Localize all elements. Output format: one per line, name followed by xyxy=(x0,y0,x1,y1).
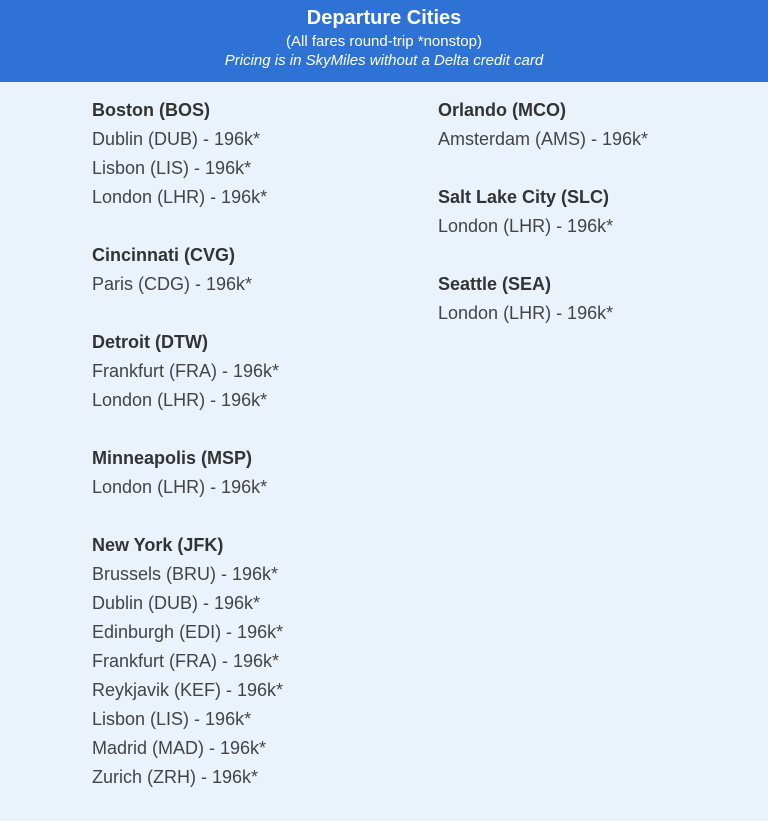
destination-item: London (LHR) - 196k* xyxy=(438,216,614,236)
destination-item: London (LHR) - 196k* xyxy=(92,390,268,410)
departure-group-seattle-sea xyxy=(438,270,758,328)
destination-item: Lisbon (LIS) - 196k* xyxy=(92,709,252,729)
destination-item: Dublin (DUB) - 196k* xyxy=(92,129,261,149)
destination-item: London (LHR) - 196k* xyxy=(438,303,614,323)
departure-city-heading: Boston (BOS) xyxy=(92,100,210,120)
departure-city-heading: New York (JFK) xyxy=(92,535,224,555)
destination-item: Paris (CDG) - 196k* xyxy=(92,274,253,294)
right-column xyxy=(438,96,758,357)
header-banner xyxy=(0,0,768,82)
destination-item: London (LHR) - 196k* xyxy=(92,477,268,497)
header-note: Pricing is in SkyMiles without a Delta credit card xyxy=(224,52,544,69)
departure-group-salt-lake-city-slc xyxy=(438,183,758,241)
departure-group-new-york-jfk xyxy=(92,531,412,792)
destination-item: Frankfurt (FRA) - 196k* xyxy=(92,651,280,671)
destination-item: Edinburgh (EDI) - 196k* xyxy=(92,622,284,642)
departure-city-heading: Salt Lake City (SLC) xyxy=(438,187,610,207)
destination-item: Amsterdam (AMS) - 196k* xyxy=(438,129,649,149)
destination-item: Madrid (MAD) - 196k* xyxy=(92,738,267,758)
destination-item: Brussels (BRU) - 196k* xyxy=(92,564,279,584)
destination-item: Reykjavik (KEF) - 196k* xyxy=(92,680,284,700)
left-column xyxy=(92,96,412,821)
destination-item: London (LHR) - 196k* xyxy=(92,187,268,207)
departure-group-minneapolis-msp xyxy=(92,444,412,502)
page-title: Departure Cities xyxy=(306,7,462,29)
departure-group-cincinnati-cvg xyxy=(92,241,412,299)
departure-city-heading: Seattle (SEA) xyxy=(438,274,552,294)
departure-group-boston-bos xyxy=(92,96,412,212)
destination-item: Zurich (ZRH) - 196k* xyxy=(92,767,259,787)
departure-city-heading: Orlando (MCO) xyxy=(438,100,566,120)
destination-item: Dublin (DUB) - 196k* xyxy=(92,593,261,613)
destination-item: Frankfurt (FRA) - 196k* xyxy=(92,361,280,381)
header-subtitle: (All fares round-trip *nonstop) xyxy=(286,33,482,50)
departure-city-heading: Cincinnati (CVG) xyxy=(92,245,235,265)
departure-city-heading: Minneapolis (MSP) xyxy=(92,448,253,468)
departure-group-orlando-mco xyxy=(438,96,758,154)
departure-group-detroit-dtw xyxy=(92,328,412,415)
departure-city-heading: Detroit (DTW) xyxy=(92,332,208,352)
destination-item: Lisbon (LIS) - 196k* xyxy=(92,158,252,178)
